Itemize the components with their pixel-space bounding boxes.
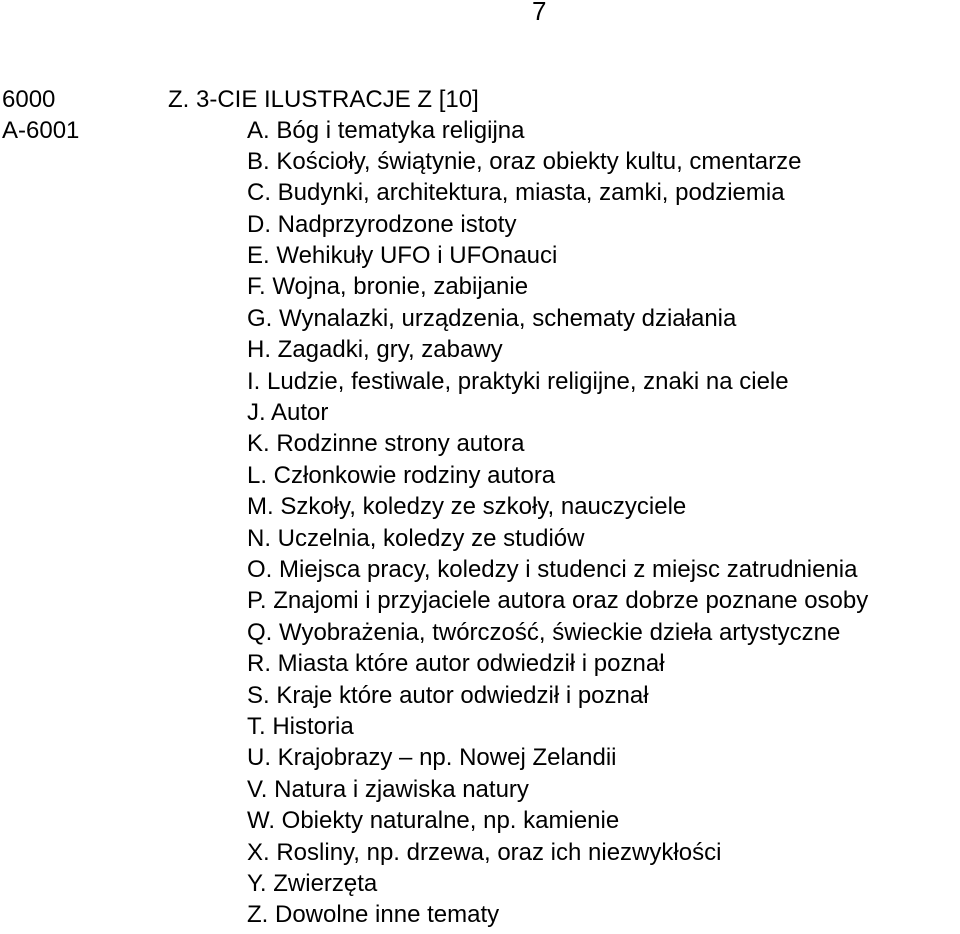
list-item: F. Wojna, bronie, zabijanie (247, 273, 529, 300)
list-item: H. Zagadki, gry, zabawy (247, 336, 503, 363)
list-item: B. Kościoły, świątynie, oraz obiekty kultu, cmentarze (247, 148, 802, 175)
section-title: Z. 3-CIE ILUSTRACJE Z [10] (168, 86, 479, 113)
section-code: 6000 (2, 86, 56, 113)
list-item: X. Rosliny, np. drzewa, oraz ich niezwykłości (247, 839, 722, 866)
list-item: Q. Wyobrażenia, twórczość, świeckie dzieła artystyczne (247, 619, 841, 646)
subsection-code: A-6001 (2, 117, 80, 144)
list-item: P. Znajomi i przyjaciele autora oraz dobrze poznane osoby (247, 587, 869, 614)
list-item: O. Miejsca pracy, koledzy i studenci z miejsc zatrudnienia (247, 556, 858, 583)
list-item: J. Autor (247, 399, 329, 426)
list-item: S. Kraje które autor odwiedził i poznał (247, 682, 649, 709)
list-item: G. Wynalazki, urządzenia, schematy działania (247, 305, 737, 332)
list-item: D. Nadprzyrodzone istoty (247, 211, 517, 238)
list-item: V. Natura i zjawiska natury (247, 776, 529, 803)
list-item: M. Szkoły, koledzy ze szkoły, nauczyciele (247, 493, 687, 520)
page-number: 7 (532, 0, 547, 26)
list-item: L. Członkowie rodziny autora (247, 462, 556, 489)
list-item: T. Historia (247, 713, 354, 740)
list-item: Z. Dowolne inne tematy (247, 901, 500, 928)
list-item: N. Uczelnia, koledzy ze studiów (247, 525, 585, 552)
list-item: U. Krajobrazy – np. Nowej Zelandii (247, 744, 617, 771)
list-item: E. Wehikuły UFO i UFOnauci (247, 242, 558, 269)
list-item: K. Rodzinne strony autora (247, 430, 525, 457)
list-item: I. Ludzie, festiwale, praktyki religijne, znaki na ciele (247, 368, 789, 395)
list-item: W. Obiekty naturalne, np. kamienie (247, 807, 620, 834)
list-item: Y. Zwierzęta (247, 870, 378, 897)
list-item: R. Miasta które autor odwiedził i poznał (247, 650, 665, 677)
list-item: C. Budynki, architektura, miasta, zamki, podziemia (247, 179, 785, 206)
list-item: A. Bóg i tematyka religijna (247, 117, 525, 144)
